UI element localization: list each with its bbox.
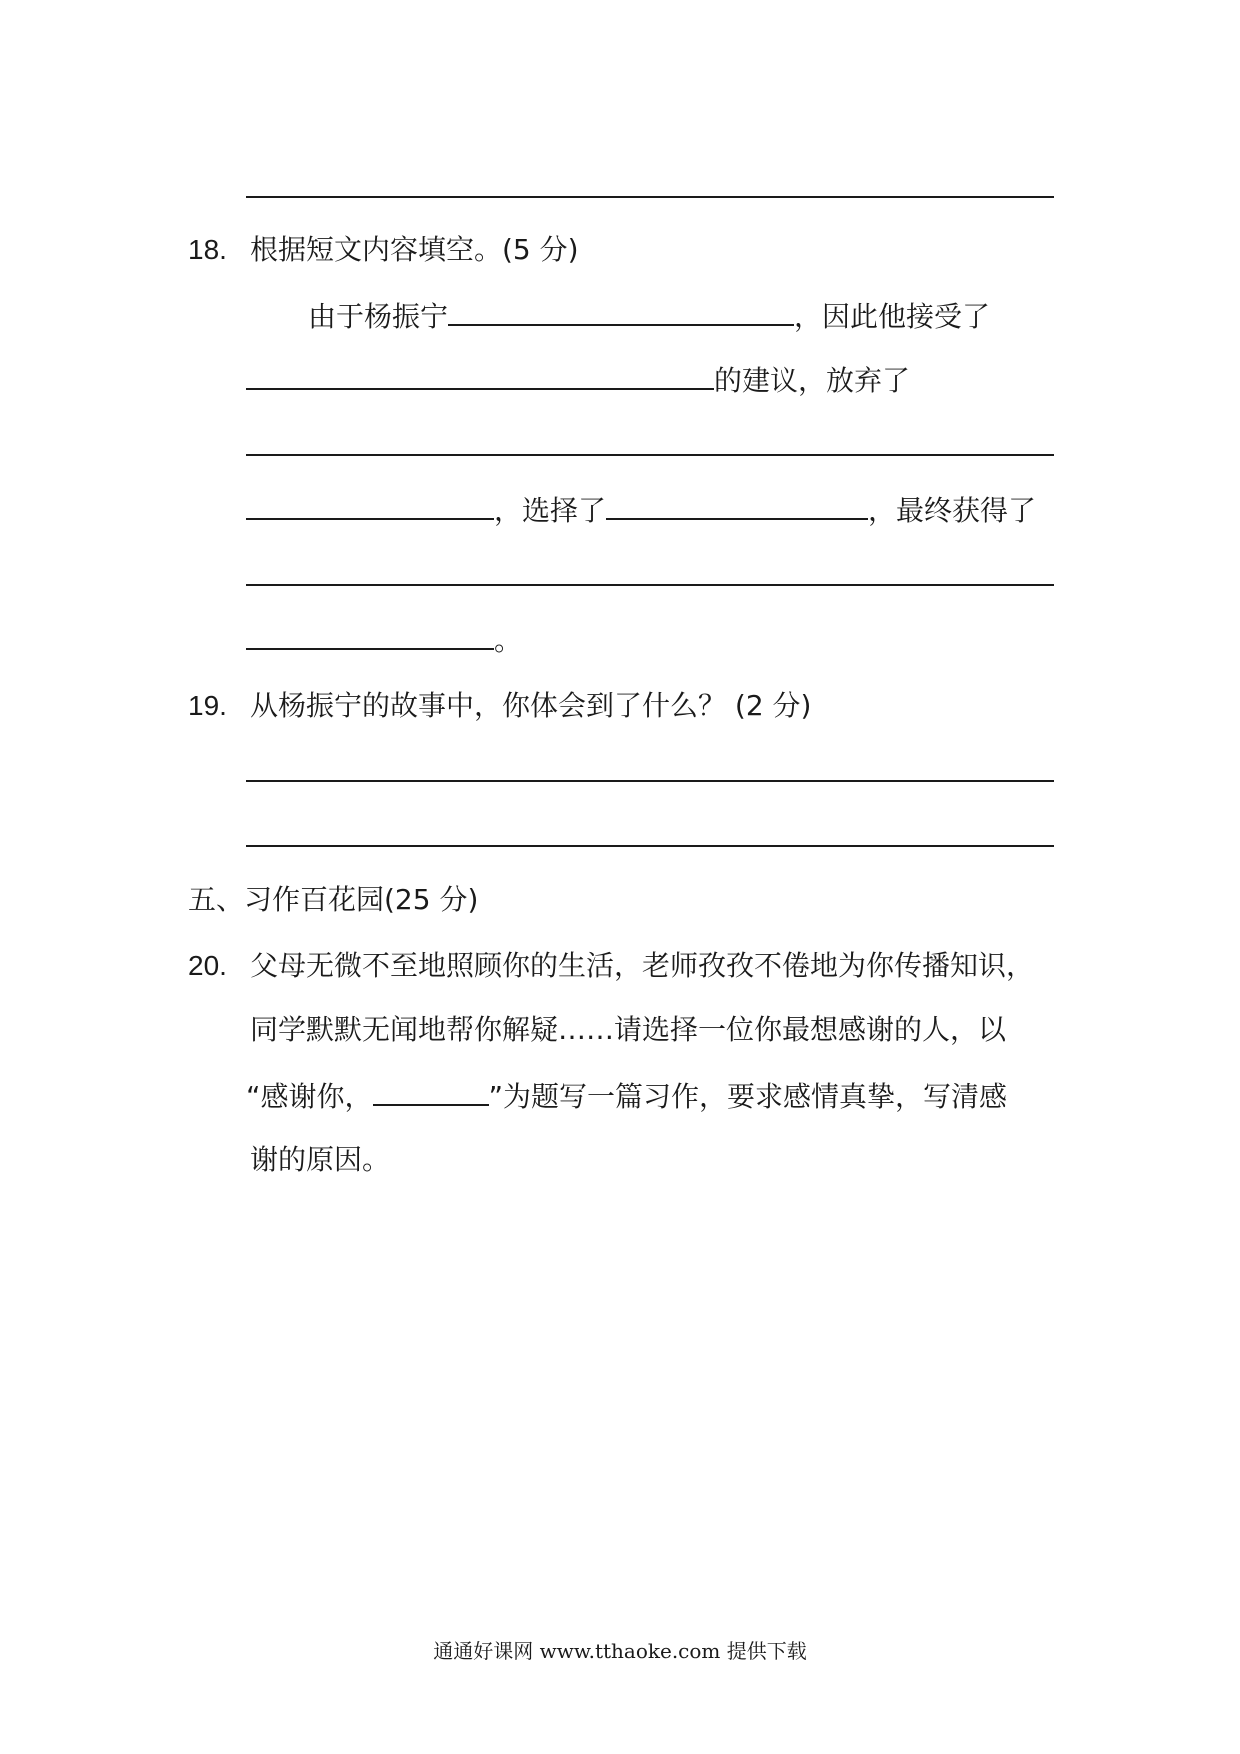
q18-line1-suffix: ，因此他接受了 <box>794 300 991 333</box>
footer-text: 通通好课网 www.tthaoke.com 提供下载 <box>433 1639 807 1663</box>
answer-line[interactable] <box>246 780 1054 782</box>
q18-line4-mid: ，选择了 <box>494 494 607 527</box>
answer-line <box>246 196 1054 198</box>
q18-line4 <box>246 492 1036 529</box>
fill-blank[interactable] <box>373 1078 489 1106</box>
answer-line[interactable] <box>246 584 1054 586</box>
q20-line3 <box>246 1078 1007 1115</box>
q18-line4-suffix: ，最终获得了 <box>868 494 1037 527</box>
q20-number: 20. <box>188 950 227 981</box>
q18-line6 <box>246 622 522 659</box>
q18-title: 根据短文内容填空。(5 分) <box>250 233 579 266</box>
q18-number: 18. <box>188 234 227 265</box>
q20-line1: 父母无微不至地照顾你的生活，老师孜孜不倦地为你传播知识， <box>250 949 1035 982</box>
q18-line1-prefix: 由于杨振宁 <box>308 300 449 333</box>
section-5-title: 五、习作百花园(25 分) <box>188 883 479 916</box>
q18-line1 <box>308 298 990 335</box>
fill-blank[interactable] <box>246 622 494 650</box>
fill-blank[interactable] <box>606 492 868 520</box>
q19-title: 从杨振宁的故事中，你体会到了什么？ (2 分) <box>250 689 812 722</box>
q18-line6-suffix: 。 <box>494 624 523 657</box>
q18-line2 <box>246 362 910 399</box>
q19-number: 19. <box>188 690 227 721</box>
fill-blank[interactable] <box>246 362 714 390</box>
q20-line3-prefix: “感谢你， <box>246 1080 373 1113</box>
answer-line[interactable] <box>246 454 1054 456</box>
fill-blank[interactable] <box>448 298 794 326</box>
q18-line2-suffix: 的建议，放弃了 <box>714 364 911 397</box>
answer-line[interactable] <box>246 845 1054 847</box>
q20-line4: 谢的原因。 <box>250 1143 391 1176</box>
q20-line2: 同学默默无闻地帮你解疑……请选择一位你最想感谢的人，以 <box>250 1013 1007 1046</box>
fill-blank[interactable] <box>246 492 494 520</box>
q20-line3-suffix: ”为题写一篇习作，要求感情真挚，写清感 <box>488 1080 1008 1113</box>
